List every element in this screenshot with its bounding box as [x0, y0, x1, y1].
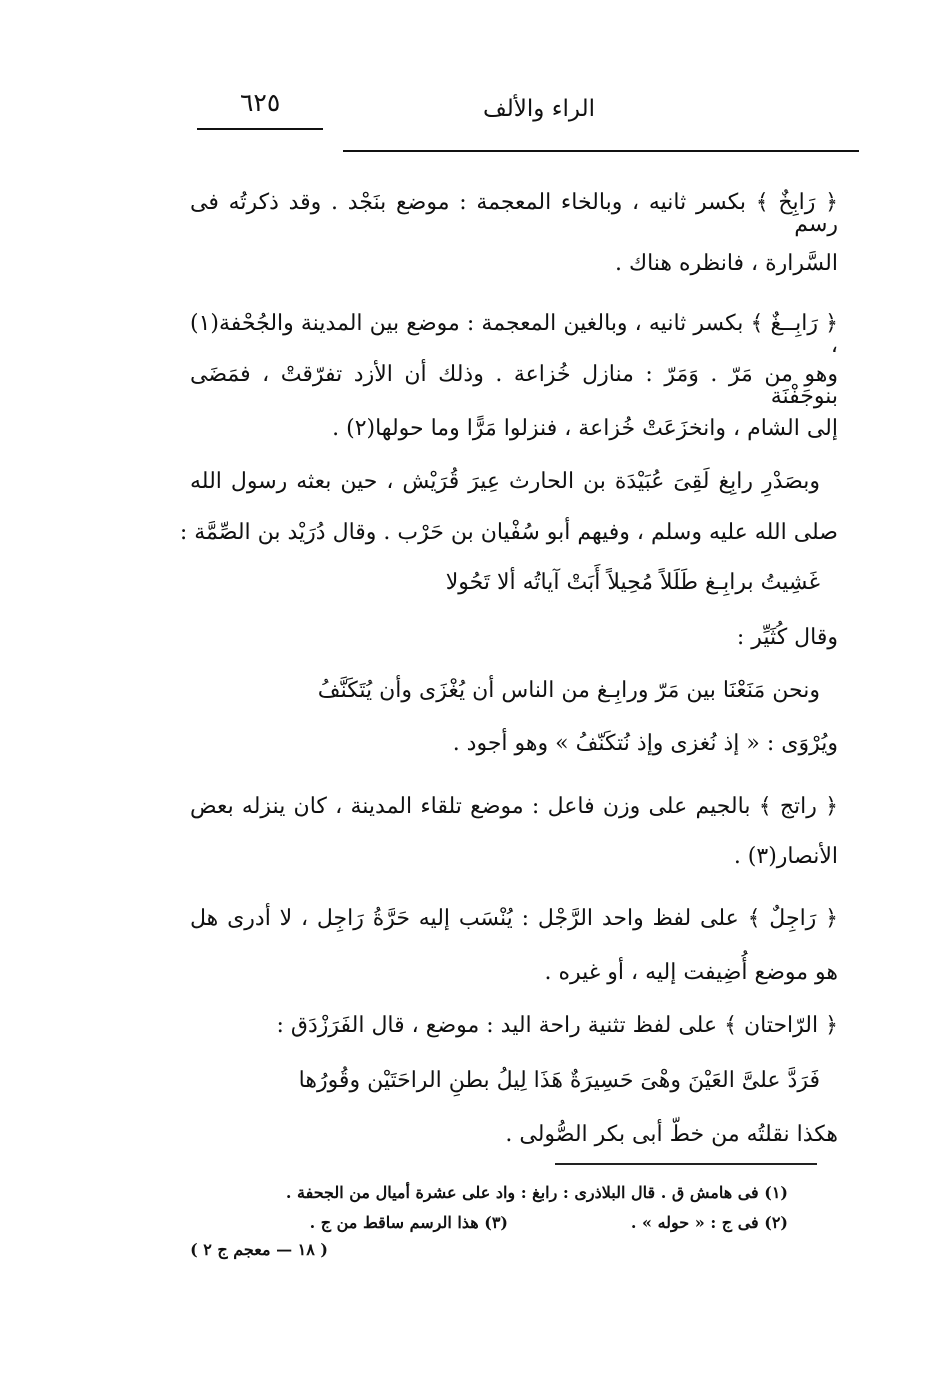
text-line: السَّرارة ، فانظره هناك .: [614, 251, 838, 276]
page-number: ٦٢٥: [240, 88, 281, 117]
text-line: ويُرْوَى : « إذ نُغزى وإذ نُتكَنّفُ » وهو أجود .: [452, 731, 838, 756]
footnote: (٢) فى ج : « حوله » .: [630, 1213, 788, 1232]
text-line: الأنصار(٣) .: [733, 844, 838, 869]
text-line: إلى الشام ، وانخزَعَتْ خُزاعة ، فنزلوا مَرًّا وما حولها(٢) .: [332, 416, 838, 441]
header-rule-right: [343, 150, 859, 152]
text-line: ﴿ راتج ﴾ بالجيم على وزن فاعل : موضع تلقاء المدينة ، كان ينزله بعض: [190, 794, 838, 819]
text-line: وهو من مَرّ . وَمَرّ : منازل خُزاعة . وذلك أن الأزد تفرّقتْ ، فمَضَى بنوجَفْنَة: [190, 362, 838, 409]
signature-mark: ( ١٨ — معجم ج ٢ ): [190, 1240, 328, 1259]
text-line: هو موضع أُضِيفت إليه ، أو غيره .: [544, 960, 838, 985]
verse-line: ونحن مَنَعْنَا بين مَرّ ورابِـغ من الناس أن يُغْزَى وأن يُتَكَنَّفُ: [317, 678, 820, 703]
text-line: ﴿ رَاجِلٌ ﴾ على لفظ واحد الرَّجْل : يُنْسَب إليه حَرَّةُ رَاجِل ، لا أدرى هل: [190, 906, 838, 931]
verse-line: فَرَدَّ علىَّ العَيْنَ وهْىَ حَسِيرَةٌ هَذَا لِيلُ بطنِ الراحَتَيْن وقُورُها: [298, 1068, 820, 1093]
text-line: صلى الله عليه وسلم ، وفيهم أبو سُفْيان بن حَرْب . وقال دُرَيْد بن الصِّمَّة :: [179, 520, 838, 545]
footnote: (١) فى هامش ق . قال البلاذرى : رابغ : واد على عشرة أميال من الجحفة .: [285, 1183, 788, 1202]
text-line: ﴿ رَابِخٌ ﴾ بكسر ثانيه ، وبالخاء المعجمة : موضع بنَجْد . وقد ذكرتُه فى رسم: [190, 190, 838, 237]
header-rule-left: [197, 128, 323, 130]
text-line: هكذا نقلتُه من خطّ أبى بكر الصُّولى .: [505, 1122, 838, 1147]
running-header-title: الراء والألف: [482, 96, 595, 122]
footnote-rule: [555, 1163, 817, 1165]
text-line: وبصَدْرِ رابِغ لَقِىَ عُبَيْدَة بن الحارث عِيرَ قُرَيْش ، حين بعثه رسول الله: [190, 469, 820, 494]
text-line: وقال كُثَيِّر :: [736, 625, 838, 650]
footnote: (٣) هذا الرسم ساقط من ج .: [309, 1213, 508, 1232]
verse-line: غَشِيتُ برابِـغ طَلَلاً مُحِيلاً أَبَتْ آياتُه ألا تَحُولا: [445, 570, 820, 595]
text-line: ﴿ الرّاحتان ﴾ على لفظ تثنية راحة اليد : موضع ، قال الفَرَزْدَق :: [276, 1013, 838, 1038]
text-line: ﴿ رَابِــغٌ ﴾ بكسر ثانيه ، وبالغين المعجمة : موضع بين المدينة والجُحْفة(١) ،: [190, 311, 838, 358]
